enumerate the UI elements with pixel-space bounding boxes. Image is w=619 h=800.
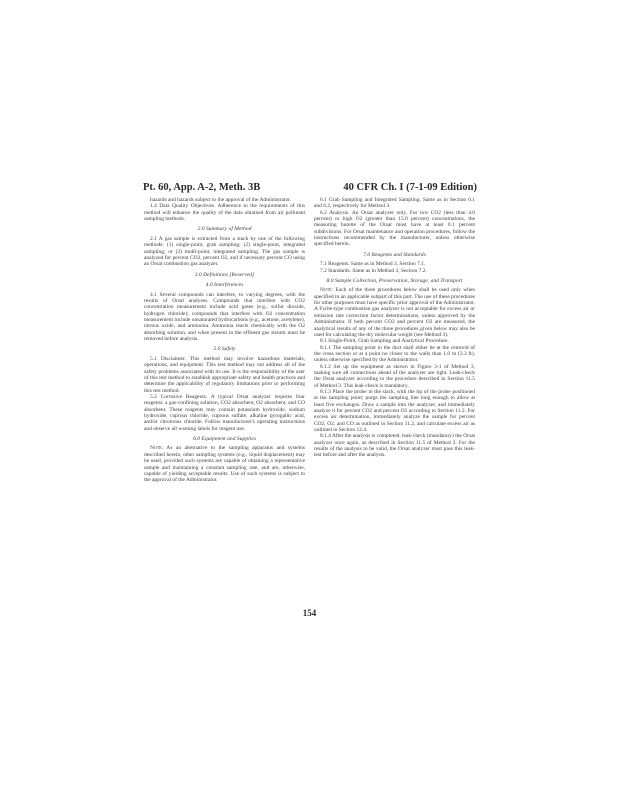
paragraph: 1.4 Data Quality Objectives. Adherence to the requirements of this method will enhance the quality of the data obtained from air pollutant sampling methods.: [144, 203, 305, 223]
note-paragraph: [314, 287, 475, 338]
paragraph: 5.1 Disclaimer. This method may involve hazardous materials, operations, and equipment. This test method may not address all of the safety problems associated with its use. It is the responsibility of the user of this test method to establish appropriate safety and health practices and determine the applicability of regulatory limitations prior to performing this test method.: [144, 355, 305, 394]
paragraph: hazards and hazards subject to the approval of the Administrator.: [150, 197, 292, 203]
paragraph: 5.2 Corrosive Reagents. A typical Orsat analyzer requires four reagents: a gas-confining solution, CO2 absorbent, O2 absorbent, and CO absorbent. These reagents may contain potassium hydroxide, sodium hydroxide, cuprous chloride, cuprous sulfate, alkaline pyrogallic acid, and/or chromous chloride. Follow manufacturer's operating instructions and observe all warning labels for reagent use.: [144, 393, 305, 432]
note-text: Each of the three procedures below shall be used only when specified in an applicable subpart of this part. The use of these procedures for other purposes must have specific prior approval of the Administrator. A Fyrite-type combustion gas analyzer is not acceptable for excess air or emission rate correction factor determinations, unless approved by the Administrator. If both percent CO2 and percent O2 are measured, the analytical results of any of the three procedures given below may also be used for calculating the dry molecular weight (see Method 3).: [314, 287, 476, 338]
running-header-left: Pt. 60, App. A-2, Meth. 3B: [143, 182, 261, 193]
paragraph: 8.1.3 Place the probe in the stack, with the tip of the probe positioned at the sampling point; purge the sampling line long enough to allow at least five exchanges. Draw a sample into the analyzer, and immediately analyze it for percent CO2 and percent O2 according to Section 11.2. For excess air determination, immediately analyze the sample for percent CO2, O2, and CO as outlined in Section 11.2, and calculate excess air as outlined in Section 12.4.: [314, 388, 475, 433]
note-lead: Note:: [320, 287, 334, 294]
section-heading: 4.0 Interferences: [205, 282, 244, 289]
right-column: [314, 197, 475, 459]
page-number: 154: [302, 608, 317, 618]
paragraph: 8.1.2 Set up the equipment as shown in Figure 3-1 of Method 3, making sure all connections ahead of the analyzer are tight. Leak-check the Orsat analyzer according to the procedure described in Section 11.5 of Method 3. This leak-check is mandatory.: [314, 363, 475, 389]
section-heading: 8.0 Sample Collection, Preservation, Storage, and Transport: [326, 277, 463, 284]
paragraph: 6.1 Grab Sampling and Integrated Sampling. Same as in Section 6.1 and 6.2, respectively for Method 3.: [314, 197, 475, 210]
section-heading: 3.0 Definitions [Reserved]: [194, 271, 255, 278]
note-lead: Note:: [150, 445, 164, 452]
paragraph: 2.1 A gas sample is extracted from a stack by one of the following methods: (1) single-point, grab sampling; (2) single-point, integrated sampling; or (3) multi-point, integrated sampling. The gas sample is analyzed for percent CO2, percent O2, and if necessary percent CO using an Orsat combustion gas analyzer.: [144, 235, 305, 268]
section-heading: 2.0 Summary of Method: [197, 226, 252, 233]
running-header-right: 40 CFR Ch. I (7-1-09 Edition): [343, 182, 477, 193]
paragraph: 4.1 Several compounds can interfere, to varying degrees, with the results of Orsat analyses. Compounds that interfere with CO2 concentration measurement include acid gases (e.g., sulfur dioxide, hydrogen chloride); compounds that interfere with O2 concentration measurement include unsaturated hydrocarbons (e.g., acetone, acetylene), nitrous oxide, and ammonia. Ammonia reacts chemically with the O2 absorbing solution, and when present in the effluent gas stream must be removed before analysis.: [144, 291, 305, 342]
note-text: As an alternative to the sampling apparatus and systems described herein, other sampling systems (e.g., liquid displacement) may be used, provided such systems are capable of obtaining a representative sample and maintaining a constant sampling rate, and are, otherwise, capable of yielding acceptable results. Use of such systems is subject to the approval of the Administrator.: [144, 445, 305, 484]
paragraph: 8.1 Single-Point, Grab Sampling and Analytical Procedure.: [320, 338, 449, 345]
paragraph: 7.1 Reagents. Same as in Method 3, Section 7.1.: [320, 261, 426, 268]
paragraph: 8.1.4 After the analysis is completed, leak-check (mandatory) the Orsat analyzer once again, as described in Section 11.5 of Method 3. For the results of the analysis to be valid, the Orsat analyzer must pass this leak-test before and after the analysis.: [314, 433, 475, 459]
left-column: [144, 197, 305, 484]
section-heading: 6.0 Equipment and Supplies: [193, 435, 256, 442]
paragraph: 7.2 Standards. Same as in Method 3, Section 7.2.: [320, 267, 427, 274]
note-paragraph: [144, 445, 305, 483]
section-heading: 5.0 Safety: [213, 346, 236, 353]
paragraph: 8.1.1 The sampling point in the duct shall either be at the centroid of the cross section or at a point no closer to the walls than 1.0 m (3.3 ft), unless otherwise specified by the Administrator.: [314, 344, 475, 364]
paragraph: 6.2 Analysis. An Orsat analyzer only. For low CO2 (less than 4.0 percent) or high O2 (greater than 15.0 percent) concentrations, the measuring burette of the Orsat must have at least 0.1 percent subdivisions. For Orsat maintenance and operation procedures, follow the instructions recommended by the manufacturer, unless otherwise specified herein.: [314, 209, 475, 248]
section-heading: 7.0 Reagents and Standards: [363, 251, 426, 258]
